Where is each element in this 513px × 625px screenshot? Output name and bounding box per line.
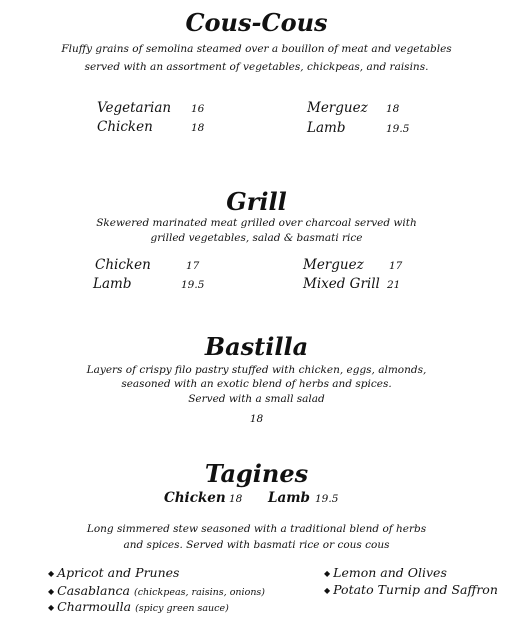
tagine-variety-name: Potato Turnip and Saffron bbox=[333, 582, 498, 597]
tagine-variety-name: Charmoulla bbox=[57, 599, 132, 614]
bastilla-title: Bastilla bbox=[204, 332, 309, 361]
grill-price-lamb: 19.5 bbox=[181, 279, 205, 291]
grill-price-merguez: 17 bbox=[389, 260, 403, 272]
tagine-variety-apricot-prunes bbox=[48, 565, 179, 580]
grill-price-chicken: 17 bbox=[186, 260, 200, 272]
tagines-price-chicken: 18 bbox=[229, 493, 243, 505]
tagines-option-chicken: Chicken bbox=[164, 490, 226, 506]
tagines-description-line-2: and spices. Served with basmati rice or cous cous bbox=[123, 539, 390, 551]
couscous-item-vegetarian: Vegetarian bbox=[97, 100, 172, 116]
tagine-variety-name: Lemon and Olives bbox=[333, 565, 447, 580]
grill-description-line-2: grilled vegetables, salad & basmati rice bbox=[150, 232, 363, 244]
couscous-item-lamb: Lamb bbox=[307, 120, 346, 136]
tagine-variety-charmoulla bbox=[48, 599, 229, 614]
bastilla-price: 18 bbox=[249, 413, 264, 425]
tagines-title: Tagines bbox=[204, 459, 309, 488]
couscous-item-merguez: Merguez bbox=[307, 100, 368, 116]
bastilla-description-line-2: seasoned with an exotic blend of herbs and spices. bbox=[121, 378, 392, 390]
tagine-variety-name: Casablanca bbox=[57, 583, 130, 598]
tagines-description-line-1: Long simmered stew seasoned with a traditional blend of herbs bbox=[86, 523, 427, 535]
tagine-variety-potato-turnip-saffron bbox=[324, 582, 498, 597]
grill-item-chicken: Chicken bbox=[95, 257, 151, 273]
tagines-option-lamb: Lamb bbox=[268, 490, 310, 506]
couscous-item-chicken: Chicken bbox=[97, 119, 153, 135]
couscous-price-lamb: 19.5 bbox=[386, 123, 410, 135]
grill-description-line-1: Skewered marinated meat grilled over charcoal served with bbox=[96, 217, 417, 229]
diamond-bullet-icon: ◆ bbox=[48, 587, 55, 596]
diamond-bullet-icon: ◆ bbox=[48, 569, 55, 578]
tagine-variety-note: (chickpeas, raisins, onions) bbox=[133, 587, 266, 598]
couscous-price-vegetarian: 16 bbox=[191, 103, 205, 115]
tagine-variety-casablanca bbox=[48, 583, 265, 598]
grill-title: Grill bbox=[226, 187, 287, 216]
couscous-title: Cous-Cous bbox=[185, 8, 328, 37]
couscous-description-line-1: Fluffy grains of semolina steamed over a bouillon of meat and vegetables bbox=[61, 43, 452, 55]
diamond-bullet-icon: ◆ bbox=[324, 569, 331, 578]
diamond-bullet-icon: ◆ bbox=[48, 603, 55, 612]
tagine-variety-note: (spicy green sauce) bbox=[135, 603, 229, 614]
tagine-variety-name: Apricot and Prunes bbox=[57, 565, 180, 580]
grill-item-lamb: Lamb bbox=[93, 276, 132, 292]
couscous-price-chicken: 18 bbox=[191, 122, 205, 134]
grill-item-mixed-grill: Mixed Grill bbox=[303, 276, 380, 292]
grill-price-mixed-grill: 21 bbox=[387, 279, 401, 291]
grill-item-merguez: Merguez bbox=[303, 257, 364, 273]
bastilla-description-line-3: Served with a small salad bbox=[188, 393, 325, 405]
diamond-bullet-icon: ◆ bbox=[324, 586, 331, 595]
couscous-price-merguez: 18 bbox=[386, 103, 400, 115]
tagines-price-lamb: 19.5 bbox=[315, 493, 339, 505]
tagine-variety-lemon-olives bbox=[324, 565, 447, 580]
couscous-description-line-2: served with an assortment of vegetables, chickpeas, and raisins. bbox=[84, 61, 429, 73]
bastilla-description-line-1: Layers of crispy filo pastry stuffed with chicken, eggs, almonds, bbox=[86, 364, 427, 376]
